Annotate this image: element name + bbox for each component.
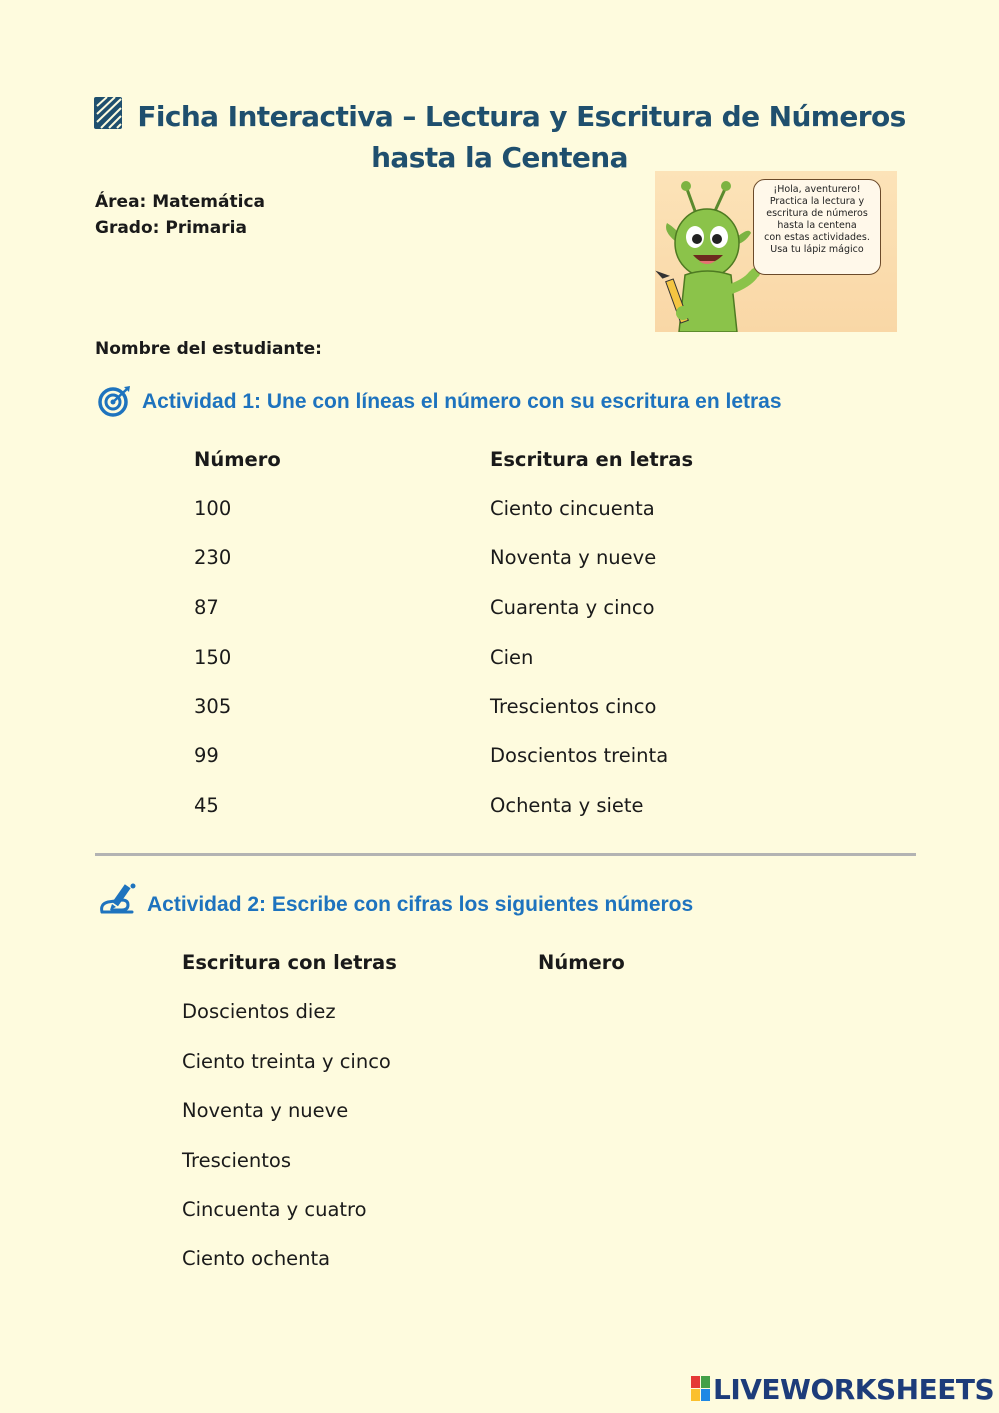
activity-2-words: Doscientos diez [182, 1000, 336, 1023]
activity-1-number[interactable]: 87 [194, 596, 219, 619]
grade-label: Grado: Primaria [95, 218, 247, 238]
section-divider [95, 853, 916, 856]
activity-1-words[interactable]: Cien [490, 646, 534, 669]
activity-2-words: Ciento ochenta [182, 1247, 331, 1270]
speech-line: con estas actividades. [764, 232, 870, 243]
speech-line: hasta la centena [777, 220, 857, 231]
activity-1-number[interactable]: 230 [194, 546, 232, 569]
page-title-text: Ficha Interactiva – Lectura y Escritura de Números [137, 100, 906, 133]
page-title-line-1 [0, 96, 999, 137]
area-label: Área: Matemática [95, 192, 265, 212]
activity-2-title: Actividad 2: Escribe con cifras los siguientes números [147, 893, 694, 916]
notebook-icon [93, 96, 123, 137]
activity-1-number[interactable]: 45 [194, 794, 219, 817]
activity-1-header-number: Número [194, 448, 281, 471]
speech-bubble [753, 179, 881, 275]
student-name-label: Nombre del estudiante: [95, 339, 322, 359]
liveworksheets-brand-text: LIVEWORKSHEETS [713, 1373, 995, 1406]
activity-1-header-words: Escritura en letras [490, 448, 694, 471]
liveworksheets-logo-icon [691, 1376, 711, 1402]
activity-1-number[interactable]: 99 [194, 744, 219, 767]
speech-line: Practica la lectura y [769, 196, 865, 207]
target-icon [98, 385, 132, 417]
activity-1-words[interactable]: Doscientos treinta [490, 744, 669, 767]
activity-1-number[interactable]: 150 [194, 646, 232, 669]
alien-mascot-illustration [655, 171, 897, 332]
activity-2-words: Trescientos [182, 1149, 292, 1172]
speech-line: ¡Hola, aventurero! [773, 184, 861, 195]
alien-character-icon [655, 171, 765, 332]
speech-line: Usa tu lápiz mágico [770, 244, 864, 255]
activity-1-words[interactable]: Cuarenta y cinco [490, 596, 655, 619]
activity-1-number[interactable]: 100 [194, 497, 232, 520]
liveworksheets-logo [691, 1373, 994, 1406]
speech-line: escritura de números [766, 208, 868, 219]
activity-1-title: Actividad 1: Une con líneas el número con su escritura en letras [142, 390, 782, 413]
activity-1-number[interactable]: 305 [194, 695, 232, 718]
activity-2-words: Noventa y nueve [182, 1099, 349, 1122]
activity-1-words[interactable]: Ochenta y siete [490, 794, 644, 817]
activity-2-header-words: Escritura con letras [182, 951, 397, 974]
page-title-line-2: hasta la Centena [371, 141, 628, 174]
writing-hand-icon [98, 882, 138, 918]
activity-2-header-number: Número [538, 951, 625, 974]
activity-1-words[interactable]: Noventa y nueve [490, 546, 657, 569]
activity-2-words: Cincuenta y cuatro [182, 1198, 367, 1221]
activity-1-words[interactable]: Ciento cincuenta [490, 497, 655, 520]
activity-2-words: Ciento treinta y cinco [182, 1050, 391, 1073]
activity-1-words[interactable]: Trescientos cinco [490, 695, 657, 718]
